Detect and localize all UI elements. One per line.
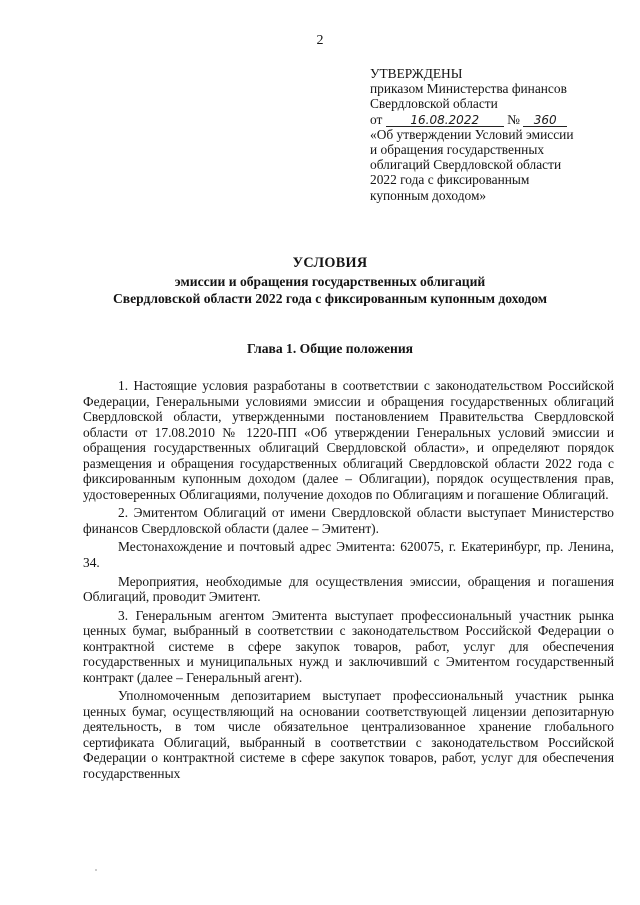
date-field bbox=[386, 114, 504, 127]
document-title-line2: эмиссии и обращения государственных облигаций bbox=[174, 273, 486, 289]
paragraph-3: Местонахождение и почтовый адрес Эмитента: 620075, г. Екатеринбург, пр. Ленина, 34. bbox=[83, 539, 614, 570]
paragraph-4: Мероприятия, необходимые для осуществления эмиссии, обращения и погашения Облигаций, проводит Эмитент. bbox=[83, 573, 614, 605]
approval-subject-5: купонным доходом» bbox=[370, 187, 487, 203]
number-handwritten: 360 bbox=[533, 112, 557, 127]
document-title-line3: Свердловской области 2022 года с фиксированным купонным доходом bbox=[112, 291, 548, 307]
document-title bbox=[60, 255, 600, 308]
approval-title: УТВЕРЖДЕНЫ bbox=[370, 66, 463, 81]
paragraph-1: 1. Настоящие условия разработаны в соответствии с законодательством Российской Федерации, Генеральными условиями эмиссии и обращения государственных облигаций Свердловской области, утвержденными постановлением Правительства Свердловской области от 17.08.2010 № 1220-ПП «Об утверждении Генеральных условий эмиссии и обращения государственных облигаций Свердловской области», и определяют порядок размещения и обращения государственных облигаций Свердловской области 2022 года с фиксированным купонным доходом (далее – Облигации), порядок осуществления прав, удостоверенных Облигациями, получение доходов по Облигациям и погашение Облигаций. bbox=[83, 378, 614, 502]
approval-line1: приказом Министерства финансов bbox=[370, 81, 567, 97]
approval-subject-1: «Об утверждении Условий эмиссии bbox=[370, 126, 574, 142]
approval-subject-2: и обращения государственных bbox=[370, 142, 545, 158]
paragraph-2: 2. Эмитентом Облигаций от имени Свердловской области выступает Министерство финансов Свердловской области (далее – Эмитент). bbox=[83, 505, 614, 536]
approval-stamp bbox=[370, 66, 620, 203]
chapter-title: Глава 1. Общие положения bbox=[246, 341, 414, 356]
number-field bbox=[523, 114, 567, 127]
approval-date-line bbox=[370, 112, 620, 127]
from-label: от bbox=[370, 111, 383, 127]
paragraph-6: Уполномоченным депозитарием выступает профессиональный участник рынка ценных бумаг, осуществляющий на основании соответствующей лицензии депозитарную деятельность, в том числе обязательное централизованное хранение глобального сертификата Облигаций, выбранный в соответствии с законодательством Российской Федерации о контрактной системе в сфере закупок товаров, работ, услуг для обеспечения государственных bbox=[83, 688, 614, 781]
paragraph-5: 3. Генеральным агентом Эмитента выступает профессиональный участник рынка ценных бумаг, выбранный в соответствии с законодательством Российской Федерации о контрактной системе в сфере закупок товаров, работ, услуг для обеспечения государственных и муниципальных нужд и заключивший с Эмитентом государственный контракт (далее – Генеральный агент). bbox=[83, 607, 614, 685]
approval-line2: Свердловской области bbox=[370, 96, 498, 112]
approval-subject-4: 2022 года с фиксированным bbox=[370, 172, 530, 188]
scan-artifact bbox=[95, 869, 97, 871]
approval-subject-3: облигаций Свердловской области bbox=[370, 157, 562, 173]
document-title-main: УСЛОВИЯ bbox=[292, 255, 368, 271]
date-handwritten: 16.08.2022 bbox=[410, 112, 480, 127]
number-label: № bbox=[507, 111, 520, 127]
document-body bbox=[83, 378, 614, 785]
page-number: 2 bbox=[316, 33, 324, 48]
